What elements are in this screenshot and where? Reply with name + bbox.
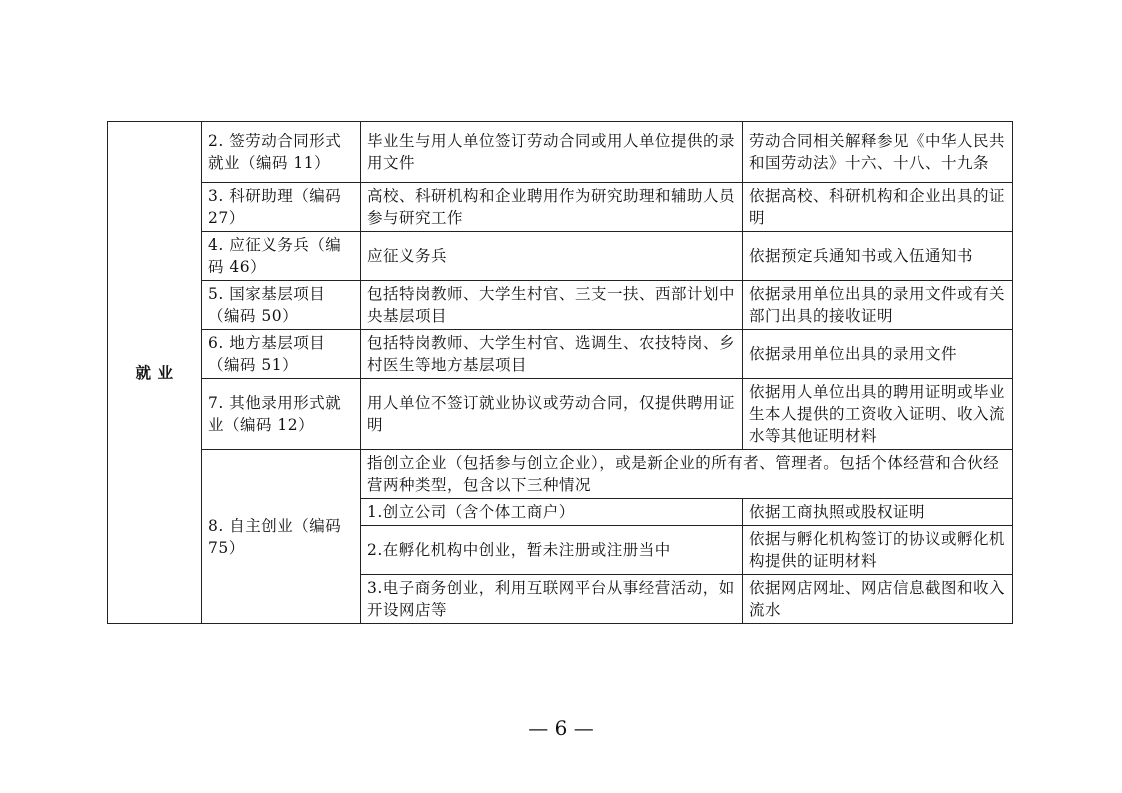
proof-cell: 依据录用单位出具的录用文件或有关部门出具的接收证明 [743, 281, 1013, 330]
page-number: — 6 — [528, 716, 594, 740]
description-cell: 毕业生与用人单位签订劳动合同或用人单位提供的录用文件 [361, 122, 743, 183]
table-row [108, 379, 1013, 450]
item-cell: 7. 其他录用形式就业（编码 12） [202, 379, 361, 450]
item-cell: 6. 地方基层项目（编码 51） [202, 330, 361, 379]
table-row [108, 330, 1013, 379]
item-cell: 5. 国家基层项目（编码 50） [202, 281, 361, 330]
case-description-cell: 2.在孵化机构中创业，暂未注册或注册当中 [361, 526, 743, 575]
description-cell: 高校、科研机构和企业聘用作为研究助理和辅助人员参与研究工作 [361, 183, 743, 232]
category-cell: 就 业 [108, 122, 202, 624]
case-proof-cell: 依据工商执照或股权证明 [743, 499, 1013, 526]
description-cell: 应征义务兵 [361, 232, 743, 281]
case-proof-cell: 依据与孵化机构签订的协议或孵化机构提供的证明材料 [743, 526, 1013, 575]
case-description-cell: 1.创立公司（含个体工商户） [361, 499, 743, 526]
employment-table [107, 121, 1013, 624]
item-cell: 2. 签劳动合同形式就业（编码 11） [202, 122, 361, 183]
proof-cell: 依据录用单位出具的录用文件 [743, 330, 1013, 379]
proof-cell: 依据用人单位出具的聘用证明或毕业生本人提供的工资收入证明、收入流水等其他证明材料 [743, 379, 1013, 450]
description-cell: 包括特岗教师、大学生村官、三支一扶、西部计划中央基层项目 [361, 281, 743, 330]
table-row [108, 183, 1013, 232]
proof-cell: 依据预定兵通知书或入伍通知书 [743, 232, 1013, 281]
item-cell: 4. 应征义务兵（编码 46） [202, 232, 361, 281]
description-cell: 包括特岗教师、大学生村官、选调生、农技特岗、乡村医生等地方基层项目 [361, 330, 743, 379]
table-row [108, 281, 1013, 330]
table-row [108, 232, 1013, 281]
entrepreneurship-intro-cell: 指创立企业（包括参与创立企业），或是新企业的所有者、管理者。包括个体经营和合伙经营两种类型，包含以下三种情况 [361, 450, 1013, 499]
proof-cell: 劳动合同相关解释参见《中华人民共和国劳动法》十六、十八、十九条 [743, 122, 1013, 183]
case-description-cell: 3.电子商务创业，利用互联网平台从事经营活动，如开设网店等 [361, 575, 743, 624]
table-row [108, 450, 1013, 499]
entrepreneurship-item-cell: 8. 自主创业（编码 75） [202, 450, 361, 624]
table-row [108, 122, 1013, 183]
description-cell: 用人单位不签订就业协议或劳动合同，仅提供聘用证明 [361, 379, 743, 450]
proof-cell: 依据高校、科研机构和企业出具的证明 [743, 183, 1013, 232]
item-cell: 3. 科研助理（编码 27） [202, 183, 361, 232]
case-proof-cell: 依据网店网址、网店信息截图和收入流水 [743, 575, 1013, 624]
